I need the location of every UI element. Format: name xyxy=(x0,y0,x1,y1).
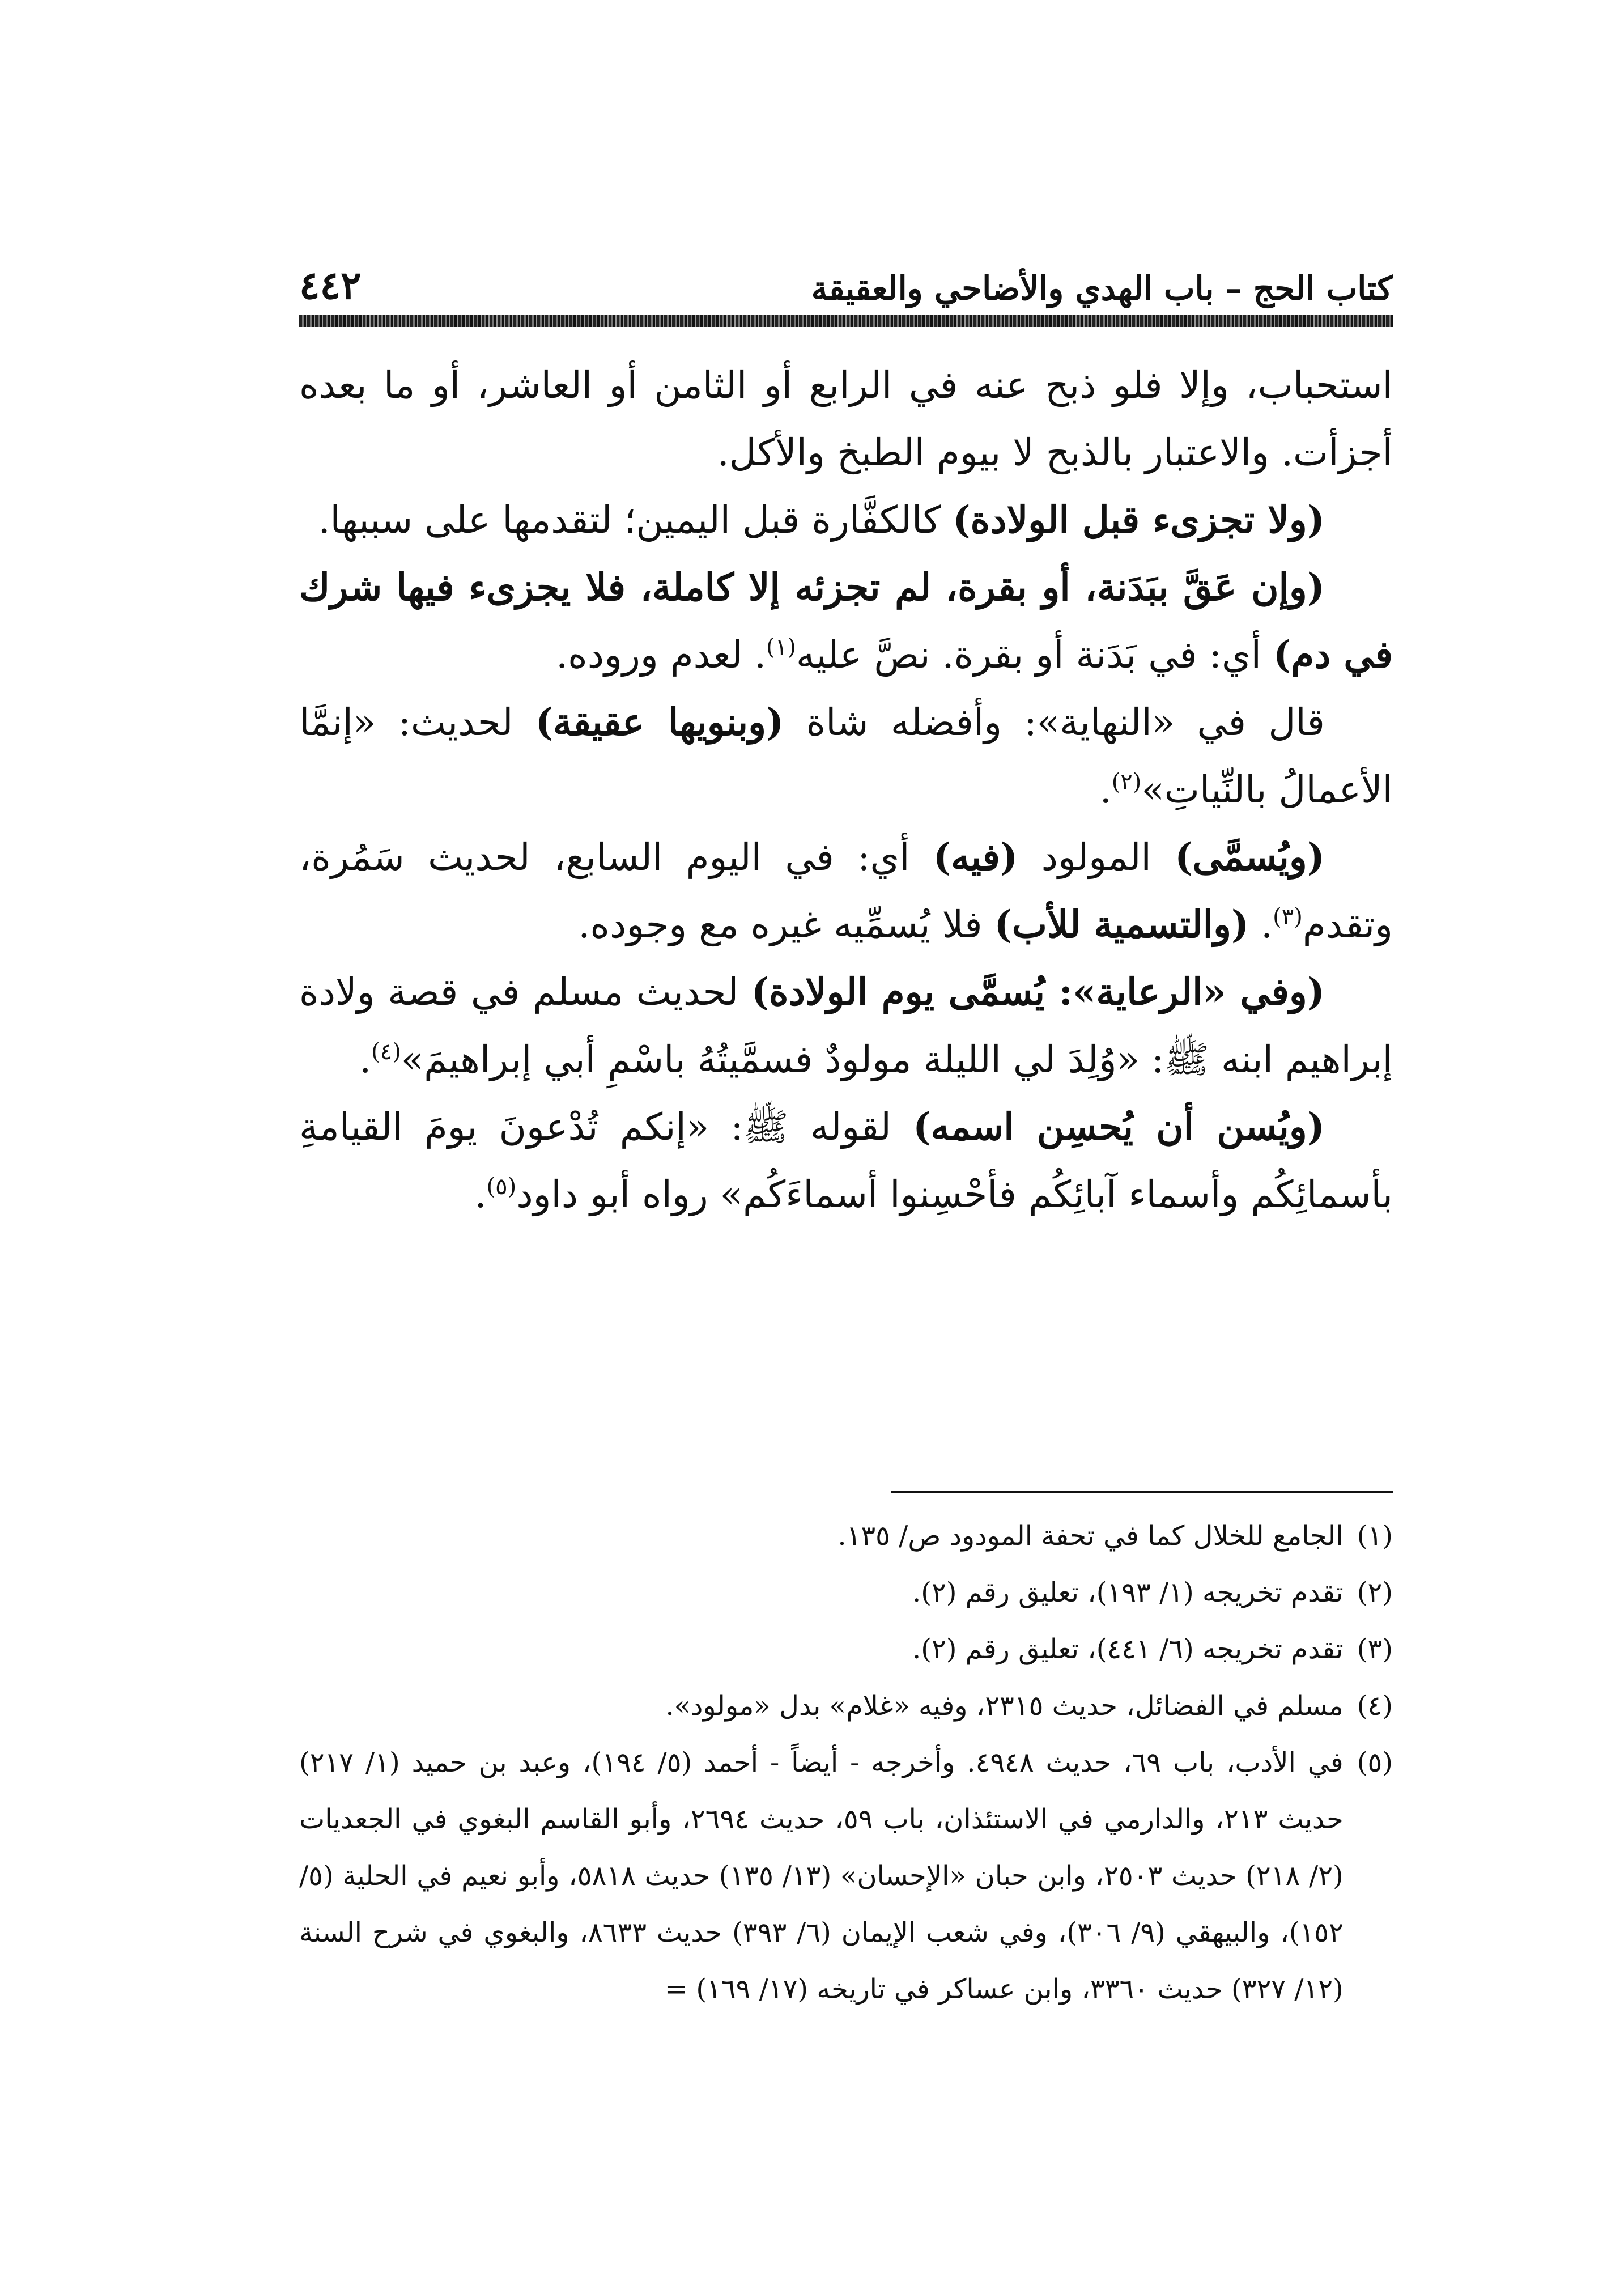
footnote-number: (٤) xyxy=(1357,1690,1393,1722)
footnote-5 xyxy=(299,1734,1393,2018)
footnote-ref-2[interactable]: (٢) xyxy=(1111,769,1142,795)
running-title: كتاب الحج – باب الهدي والأضاحي والعقيقة xyxy=(811,269,1393,308)
footnote-ref-3[interactable]: (٣) xyxy=(1273,904,1303,930)
footnote-2 xyxy=(299,1564,1393,1621)
footnote-text: تقدم تخريجه (٦/ ٤٤١)، تعليق رقم (٢). xyxy=(912,1633,1344,1665)
main-text xyxy=(299,351,1393,1228)
matn-text: (وبنويها عقيقة) xyxy=(535,700,784,744)
paragraph-6: (وفي «الرعاية»: يُسمَّى يوم الولادة) لحديث مسلم في قصة ولادة إبراهيم ابنه ﷺ: «وُلِدَ لي الليلة مولودٌ فسمَّيتُهُ باسْمِ أبي إبراهيمَ»$^{(٤)}$. xyxy=(299,970,1393,1081)
footnote-3 xyxy=(299,1621,1393,1678)
matn-text: (ولا تجزىء قبل الولادة) xyxy=(953,498,1325,542)
footnote-text: في الأدب، باب ٦٩، حديث ٤٩٤٨. وأخرجه - أيضاً - أحمد (٥/ ١٩٤)، وعبد بن حميد (١/ ٢١٧) حديث ٢١٣، والدارمي في الاستئذان، باب ٥٩، حديث ٢٦٩٤، وأبو القاسم البغوي في الجعديات (٢/ ٢١٨) حديث ٢٥٠٣، وابن حبان «الإحسان» (١٣/ ١٣٥) حديث ٥٨١٨، وأبو نعيم في الحلية (٥/ ١٥٢)، والبيهقي (٩/ ٣٠٦)، وفي شعب الإيمان (٦/ ٣٩٣) حديث ٨٦٣٣، والبغوي في شرح السنة (١٢/ ٣٢٧) حديث ٣٣٦٠، وابن عساكر في تاريخه (١٧/ ١٦٩) = xyxy=(299,1747,1344,2005)
paragraph-7: (ويُسن أن يُحسِن اسمه) لقوله ﷺ: «إنكم تُدْعونَ يومَ القيامةِ بأسمائِكُم وأسماء آبائِكُم فأحْسِنوا أسماءَكُم» رواه أبو داود$^{(٥)}$. xyxy=(299,1105,1393,1216)
footnote-text: تقدم تخريجه (١/ ١٩٣)، تعليق رقم (٢). xyxy=(912,1577,1344,1608)
paragraph-4: قال في «النهاية»: وأفضله شاة (وبنويها عقيقة) لحديث: «إنمَّا الأعمالُ بالنِّياتِ»$^{(٢)}$. xyxy=(299,700,1393,812)
footnote-ref-4[interactable]: (٤) xyxy=(371,1039,401,1065)
paragraph-2: (ولا تجزىء قبل الولادة) كالكفَّارة قبل اليمين؛ لتقدمها على سببها. xyxy=(318,498,1325,542)
paragraph-5: (ويُسمَّى) المولود (فيه) أي: في اليوم السابع، لحديث سَمُرة، وتقدم$^{(٣)}$. (والتسمية للأب) فلا يُسمِّيه غيره مع وجوده. xyxy=(299,835,1393,946)
matn-text: (وفي «الرعاية»: يُسمَّى يوم الولادة) xyxy=(751,970,1325,1014)
footnote-text: الجامع للخلال كما في تحفة المودود ص/ ١٣٥. xyxy=(837,1520,1344,1552)
footnote-4 xyxy=(299,1678,1393,1734)
matn-text: (وإن عَقَّ ببَدَنة، أو بقرة، لم تجزئه إلا كاملة، فلا يجزىء فيها شرك في دم) xyxy=(299,565,1393,677)
footnote-number: (٣) xyxy=(1357,1633,1393,1665)
footnote-separator xyxy=(891,1491,1393,1493)
paragraph-3: (وإن عَقَّ ببَدَنة، أو بقرة، لم تجزئه إلا كاملة، فلا يجزىء فيها شرك في دم) أي: في بَدَنة أو بقرة. نصَّ عليه$^{(١)}$. لعدم وروده. xyxy=(299,565,1393,677)
page-header xyxy=(299,254,1393,308)
matn-text: (ويُسن أن يُحسِن اسمه) xyxy=(913,1105,1325,1149)
footnote-number: (٢) xyxy=(1357,1577,1393,1608)
page-number: ٤٤٢ xyxy=(299,263,362,308)
footnotes xyxy=(299,1508,1393,2018)
paragraph-1: استحباب، وإلا فلو ذبح عنه في الرابع أو الثامن أو العاشر، أو ما بعده أجزأت. والاعتبار بالذبح لا بيوم الطبخ والأكل. xyxy=(299,363,1393,474)
footnote-text: مسلم في الفضائل، حديث ٢٣١٥، وفيه «غلام» بدل «مولود». xyxy=(665,1690,1344,1722)
header-rule xyxy=(299,315,1393,327)
footnote-1 xyxy=(299,1508,1393,1564)
footnote-ref-1[interactable]: (١) xyxy=(766,634,796,660)
matn-text: (ويُسمَّى) xyxy=(1175,835,1325,879)
matn-text: (والتسمية للأب) xyxy=(994,902,1249,946)
matn-text: (فيه) xyxy=(933,835,1018,879)
footnote-ref-5[interactable]: (٥) xyxy=(486,1174,517,1200)
footnote-number: (١) xyxy=(1357,1520,1393,1552)
footnote-number: (٥) xyxy=(1357,1747,1393,1778)
